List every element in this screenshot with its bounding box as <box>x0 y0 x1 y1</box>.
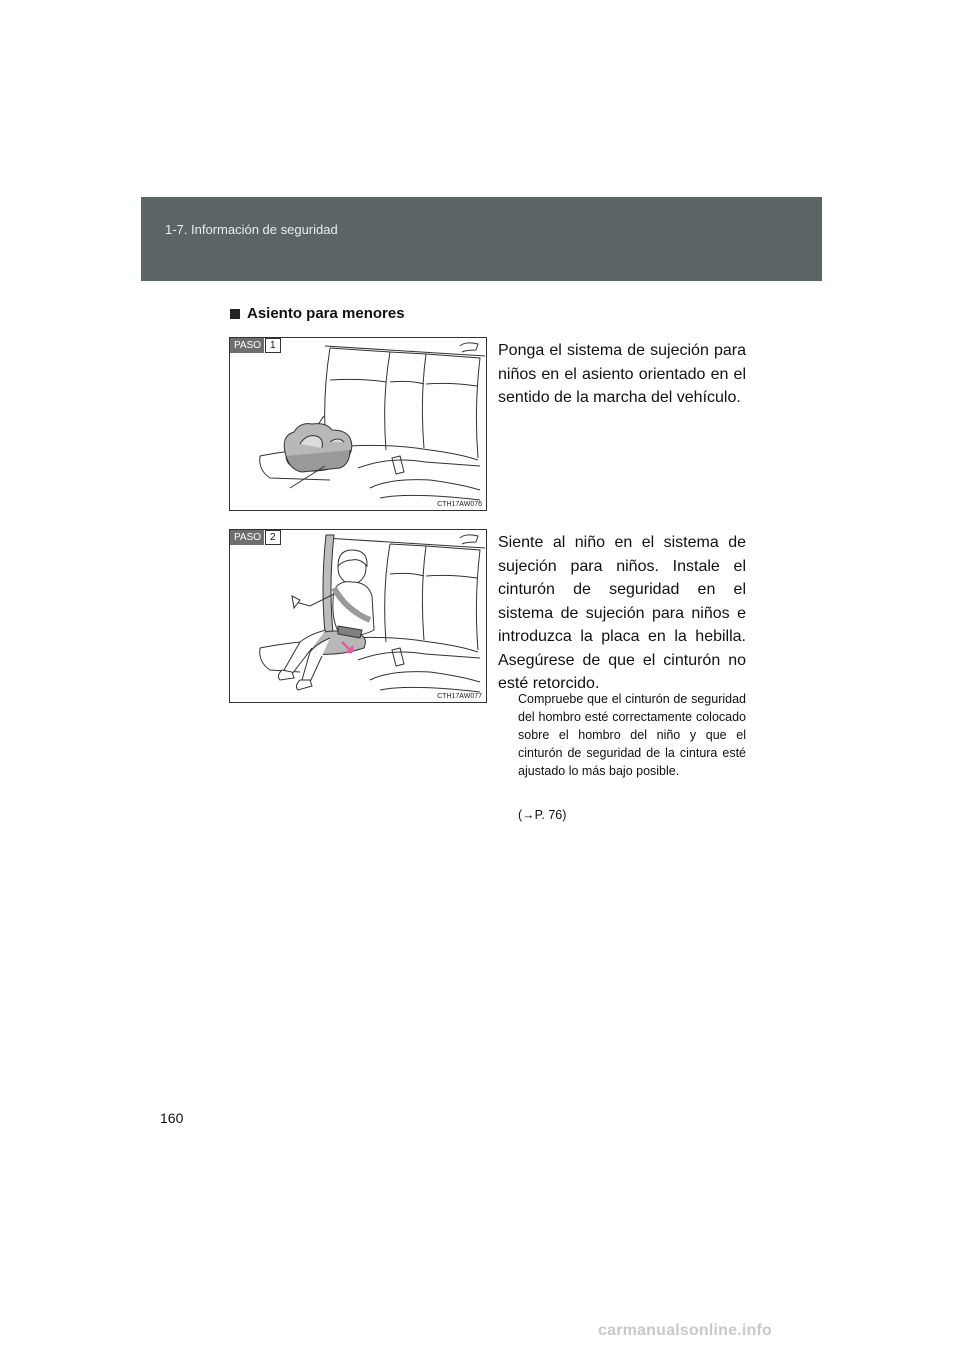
section-title <box>230 305 405 322</box>
step-badge-number: 2 <box>265 530 281 545</box>
booster-seat-illustration <box>230 338 487 511</box>
step-1-text: Ponga el sistema de sujeción para niños en el asiento orientado en el sentido de la marcha del vehículo. <box>498 342 746 406</box>
step-badge-1 <box>230 338 281 353</box>
figure-code: CTH17AW077 <box>437 693 482 700</box>
step-badge-word: PASO <box>230 530 264 545</box>
step-badge-word: PASO <box>230 338 264 353</box>
section-title-text: Asiento para menores <box>247 305 405 322</box>
step-2-text: Siente al niño en el sistema de sujeción para niños. Instale el cinturón de seguridad en el sistema de sujeción para niños e introduzca la placa en la hebilla. Asegúrese de que el cinturón no esté retorcido. <box>498 534 746 692</box>
figure-code: CTH17AW076 <box>437 501 482 508</box>
figure-step-2 <box>229 529 487 703</box>
page-header <box>141 197 822 281</box>
child-seated-illustration <box>230 530 487 703</box>
square-bullet-icon <box>230 309 240 319</box>
page-reference-link[interactable]: (→P. 76) <box>518 808 567 822</box>
header-section-label: 1-7. Información de seguridad <box>165 222 338 237</box>
page-number: 160 <box>160 1110 184 1126</box>
watermark: carmanualsonline.info <box>598 1322 773 1339</box>
figure-step-1 <box>229 337 487 511</box>
step-badge-2 <box>230 530 281 545</box>
note-text: Compruebe que el cinturón de seguridad del hombro esté correctamente colocado sobre el hombro del niño y que el cinturón de seguridad de la cintura esté ajustado lo más bajo posible. <box>518 692 746 778</box>
step-badge-number: 1 <box>265 338 281 353</box>
